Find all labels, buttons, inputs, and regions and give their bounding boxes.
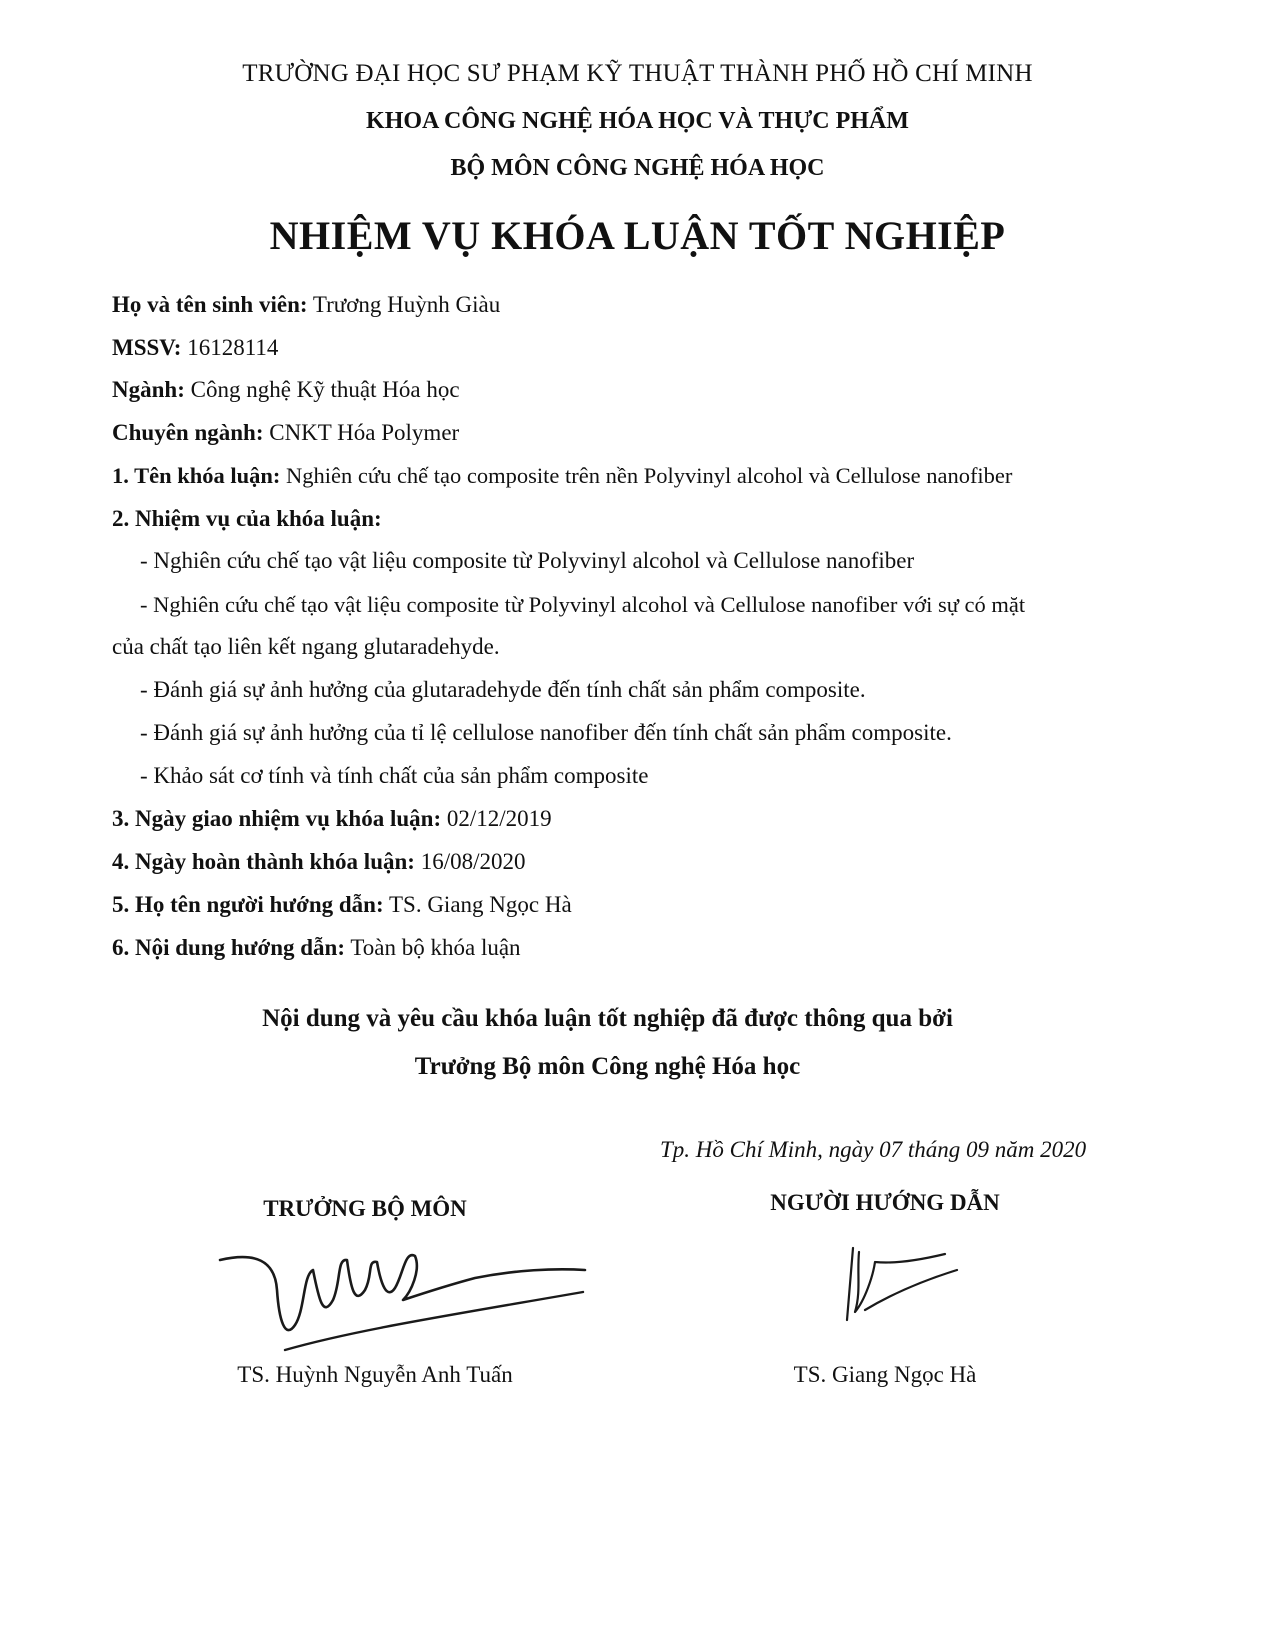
approval-line-1: Nội dung và yêu cầu khóa luận tốt nghiệp đã được thông qua bởi [262,1005,953,1032]
thesis-title-value: Nghiên cứu chế tạo composite trên nền Polyvinyl alcohol và Cellulose nanofiber [286,463,1013,488]
advisor-name: TS. Giang Ngọc Hà [793,1362,977,1387]
student-id-label: MSSV: [112,335,182,360]
assign-date-value: 02/12/2019 [446,806,552,831]
student-name-value: Trương Huỳnh Giàu [312,292,501,317]
signing-date: Tp. Hồ Chí Minh, ngày 07 tháng 09 năm 2020 [660,1137,1087,1162]
specialization-label: Chuyên ngành: [112,420,264,445]
advisor-title: NGƯỜI HƯỚNG DẪN [770,1190,1000,1215]
task-item: - Đánh giá sự ảnh hưởng của tỉ lệ cellulose nanofiber đến tính chất sản phẩm composite. [140,720,952,745]
task-item: - Đánh giá sự ảnh hưởng của glutaradehyde đến tính chất sản phẩm composite. [140,677,866,702]
major-label: Ngành: [112,377,185,402]
specialization-value: CNKT Hóa Polymer [269,420,460,445]
task-item: - Nghiên cứu chế tạo vật liệu composite từ Polyvinyl alcohol và Cellulose nanofiber với sự có mặt [140,592,1026,617]
advisor-value: TS. Giang Ngọc Hà [388,892,572,917]
approval-line-2: Trưởng Bộ môn Công nghệ Hóa học [414,1053,801,1080]
tasks-label: 2. Nhiệm vụ của khóa luận: [112,506,382,531]
document-title: NHIỆM VỤ KHÓA LUẬN TỐT NGHIỆP [269,213,1006,258]
task-item: - Nghiên cứu chế tạo vật liệu composite từ Polyvinyl alcohol và Cellulose nanofiber [140,548,915,573]
student-id-line [112,335,278,361]
student-name-label: Họ và tên sinh viên: [112,292,308,317]
task-item: - Khảo sát cơ tính và tính chất của sản phẩm composite [140,763,649,788]
major-value: Công nghệ Kỹ thuật Hóa học [190,377,460,402]
guidance-value: Toàn bộ khóa luận [350,935,521,960]
complete-date-label: 4. Ngày hoàn thành khóa luận: [112,849,415,874]
advisor-line [112,892,572,918]
department-name: BỘ MÔN CÔNG NGHỆ HÓA HỌC [450,155,825,181]
student-id-value: 16128114 [187,335,279,360]
thesis-title-line [112,463,1012,489]
faculty-name: KHOA CÔNG NGHỆ HÓA HỌC VÀ THỰC PHẨM [366,108,909,134]
assign-date-label: 3. Ngày giao nhiệm vụ khóa luận: [112,806,442,831]
assign-date-line [112,806,552,832]
university-name: TRƯỜNG ĐẠI HỌC SƯ PHẠM KỸ THUẬT THÀNH PHỐ HỒ CHÍ MINH [242,60,1033,87]
advisor-label: 5. Họ tên người hướng dẫn: [112,892,384,917]
complete-date-line [112,849,525,875]
department-head-title: TRƯỞNG BỘ MÔN [263,1196,467,1221]
major-line [112,377,460,403]
department-head-name: TS. Huỳnh Nguyễn Anh Tuấn [237,1362,513,1387]
guidance-label: 6. Nội dung hướng dẫn: [112,935,345,960]
guidance-line [112,935,521,961]
tasks-heading [112,506,382,532]
advisor-signature [825,1240,965,1330]
student-name-line [112,292,500,318]
department-head-signature [215,1230,595,1360]
thesis-title-label: 1. Tên khóa luận: [112,463,281,488]
specialization-line [112,420,459,446]
task-item-continuation: của chất tạo liên kết ngang glutaradehyde. [112,634,500,659]
complete-date-value: 16/08/2020 [420,849,526,874]
